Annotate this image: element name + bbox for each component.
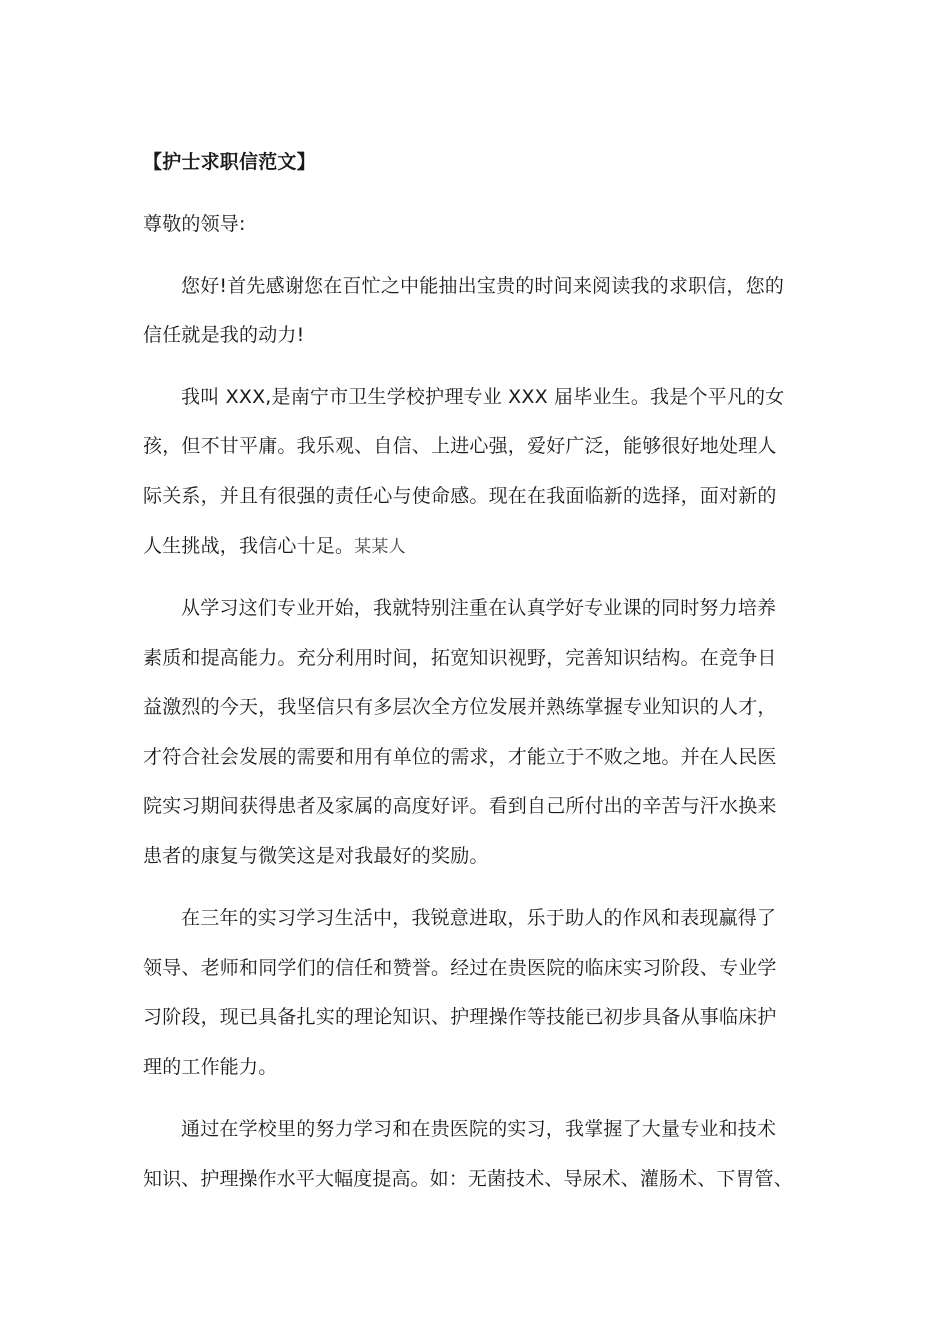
paragraph-2-line-4-text: 人生挑战，我信心十足。 — [143, 535, 355, 557]
document-title: 【护士求职信范文】 — [143, 151, 316, 173]
paragraph-4-line-1: 在三年的实习学习生活中，我锐意进取，乐于助人的作风和表现赢得了 — [181, 907, 777, 929]
paragraph-3-line-1: 从学习这们专业开始，我就特别注重在认真学好专业课的同时努力培养 — [181, 597, 777, 619]
paragraph-2-line-3: 际关系，并且有很强的责任心与使命感。现在在我面临新的选择，面对新的 — [143, 485, 777, 507]
paragraph-2-line-1: 我叫 XXX,是南宁市卫生学校护理专业 XXX 届毕业生。我是个平凡的女 — [181, 386, 785, 408]
paragraph-1-line-1: 您好!首先感谢您在百忙之中能抽出宝贵的时间来阅读我的求职信，您的 — [181, 275, 785, 297]
paragraph-4-line-3: 习阶段，现已具备扎实的理论知识、护理操作等技能已初步具备从事临床护 — [143, 1006, 777, 1028]
paragraph-3-line-4: 才符合社会发展的需要和用有单位的需求，才能立于不败之地。并在人民医 — [143, 746, 777, 768]
paragraph-1-line-2: 信任就是我的动力! — [143, 324, 305, 346]
paragraph-3-line-2: 素质和提高能力。充分利用时间，拓宽知识视野，完善知识结构。在竞争日 — [143, 647, 777, 669]
salutation: 尊敬的领导: — [143, 213, 246, 235]
paragraph-3-line-5: 院实习期间获得患者及家属的高度好评。看到自己所付出的辛苦与汗水换来 — [143, 795, 777, 817]
paragraph-5-line-2: 知识、护理操作水平大幅度提高。如：无菌技术、导尿术、灌肠术、下胃管、 — [143, 1168, 793, 1190]
signature-name: 某某人 — [354, 537, 406, 557]
paragraph-2-line-2: 孩，但不甘平庸。我乐观、自信、上进心强，爱好广泛，能够很好地处理人 — [143, 435, 777, 457]
paragraph-2-line-4 — [143, 531, 406, 561]
paragraph-5-line-1: 通过在学校里的努力学习和在贵医院的实习，我掌握了大量专业和技术 — [181, 1118, 777, 1140]
paragraph-3-line-6: 患者的康复与微笑这是对我最好的奖励。 — [143, 845, 489, 867]
paragraph-3-line-3: 益激烈的今天，我坚信只有多层次全方位发展并熟练掌握专业知识的人才， — [143, 696, 777, 718]
paragraph-4-line-4: 理的工作能力。 — [143, 1056, 278, 1078]
paragraph-4-line-2: 领导、老师和同学们的信任和赞誉。经过在贵医院的临床实习阶段、专业学 — [143, 957, 777, 979]
